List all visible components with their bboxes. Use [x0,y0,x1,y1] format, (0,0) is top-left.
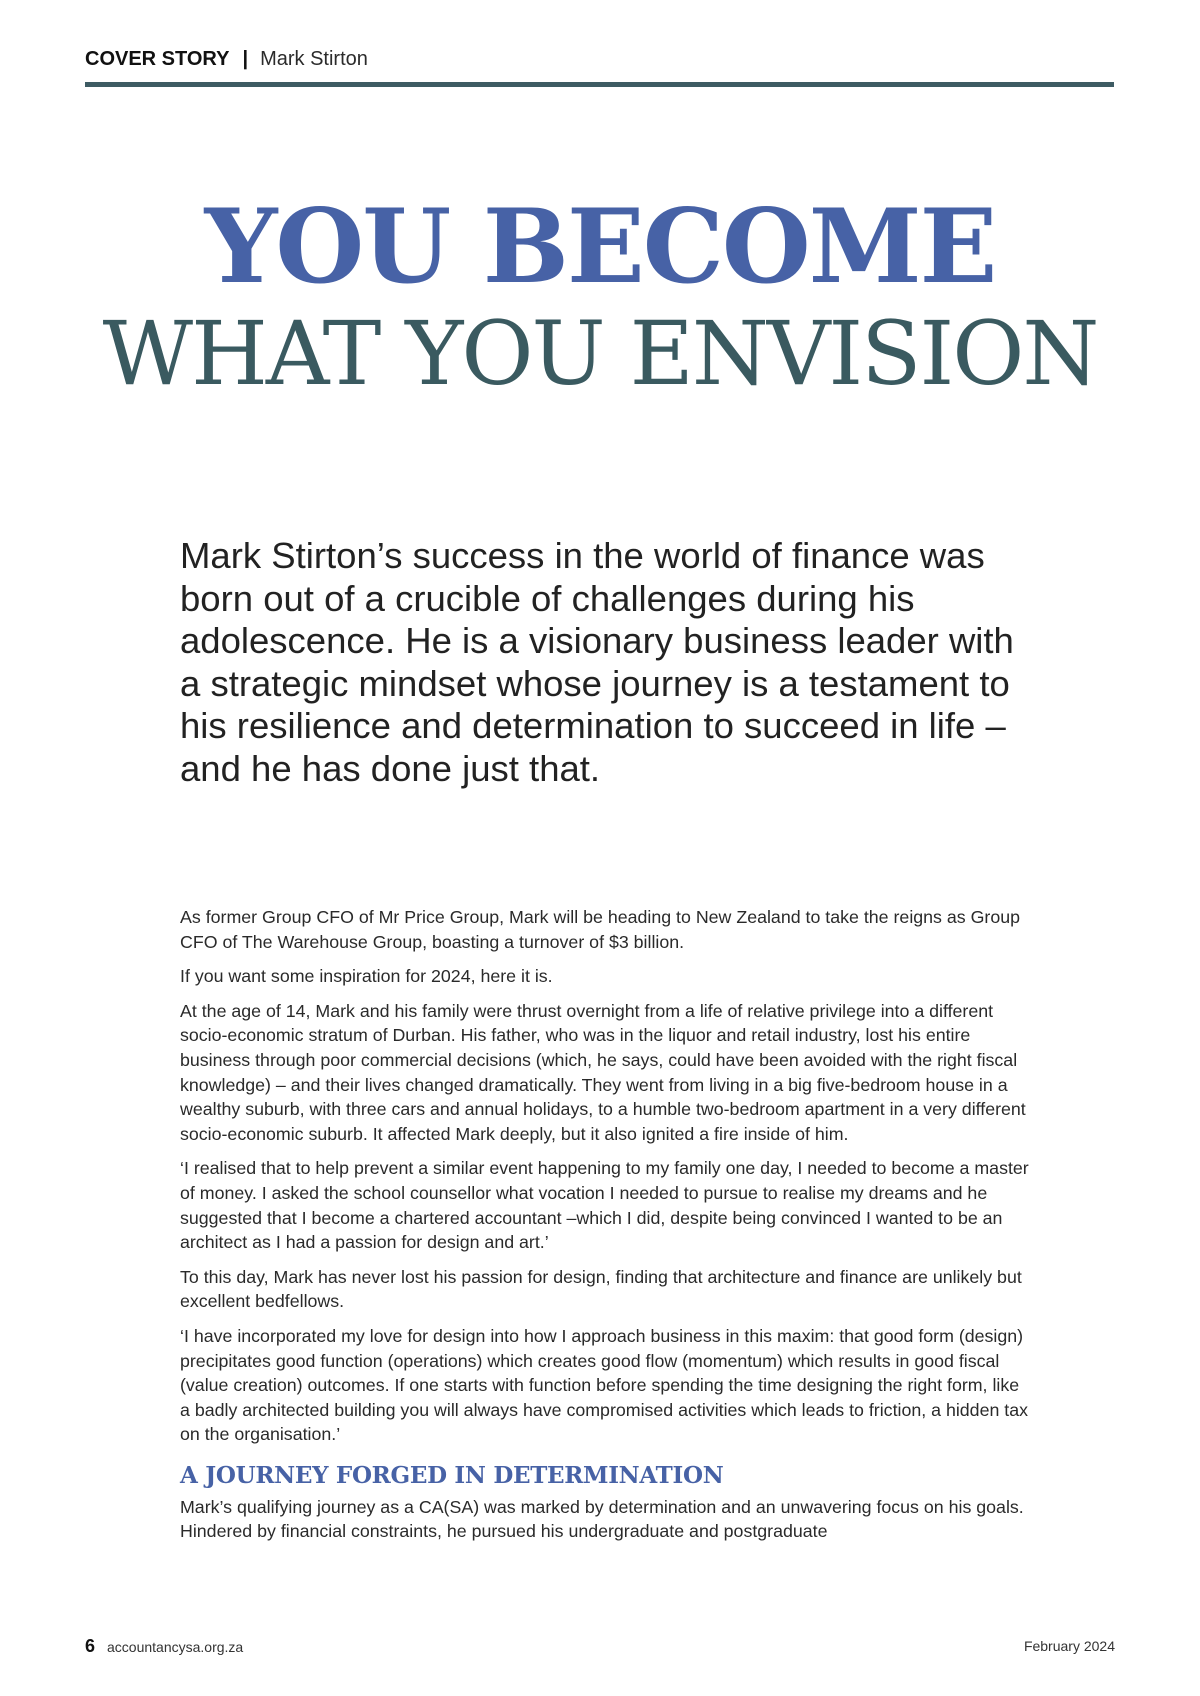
body-paragraph: ‘I realised that to help prevent a similar event happening to my family one day, I needed to become a master of money. I asked the school counsellor what vocation I needed to pursue to realise my dreams and he suggested that I become a chartered accountant –which I did, despite being convinced I wanted to be an architect as I had a passion for design and art.’ [180,1158,1029,1253]
headline-line-2: WHAT YOU ENVISION [102,302,1098,405]
standfirst: Mark Stirton’s success in the world of finance was born out of a crucible of challenges during his adolescence. He is a visionary business leader with a strategic mindset whose journey is a testament to his resilience and determination to succeed in life – and he has done just that. [180,535,1014,789]
header-rule [85,82,1114,87]
header-separator: | [242,48,249,70]
header-author: Mark Stirton [260,48,368,70]
issue-date: February 2024 [1023,1638,1115,1654]
website-link[interactable]: accountancysa.org.za [107,1639,244,1655]
body-paragraph: Mark’s qualifying journey as a CA(SA) was marked by determination and an unwavering focus on his goals. Hindered by financial constraints, he pursued his undergraduate and postgraduate [180,1496,1024,1542]
body-paragraph: To this day, Mark has never lost his passion for design, finding that architecture and finance are unlikely but excellent bedfellows. [180,1266,1022,1312]
page-number: 6 [85,1636,96,1656]
headline-line-1: YOU BECOME [204,187,996,307]
page-footer-left [85,1634,243,1658]
body-paragraph: At the age of 14, Mark and his family were thrust overnight from a life of relative privilege into a different socio-economic stratum of Durban. His father, who was in the liquor and retail industry, lost his entire business through poor commercial decisions (which, he says, could have been avoided with the right fiscal knowledge) – and their lives changed dramatically. They went from living in a big five-bedroom house in a wealthy suburb, with three cars and annual holidays, to a humble two-bedroom apartment in a very different socio-economic suburb. It affected Mark deeply, but it also ignited a fire inside of him. [180,1000,1026,1144]
body-paragraph: If you want some inspiration for 2024, here it is. [180,966,553,987]
section-subheading: A JOURNEY FORGED IN DETERMINATION [180,1461,724,1489]
body-paragraph: ‘I have incorporated my love for design into how I approach business in this maxim: that good form (design) precipitates good function (operations) which creates good flow (momentum) which results in good fiscal (value creation) outcomes. If one starts with function before spending the time designing the right form, like a badly architected building you will always have compromised activities which leads to friction, a hidden tax on the organisation.’ [180,1325,1029,1445]
article-body [180,905,1032,1554]
page-header [85,44,1114,74]
section-label: COVER STORY [85,48,230,70]
body-paragraph: As former Group CFO of Mr Price Group, Mark will be heading to New Zealand to take the reigns as Group CFO of The Warehouse Group, boasting a turnover of $3 billion. [180,907,1021,952]
